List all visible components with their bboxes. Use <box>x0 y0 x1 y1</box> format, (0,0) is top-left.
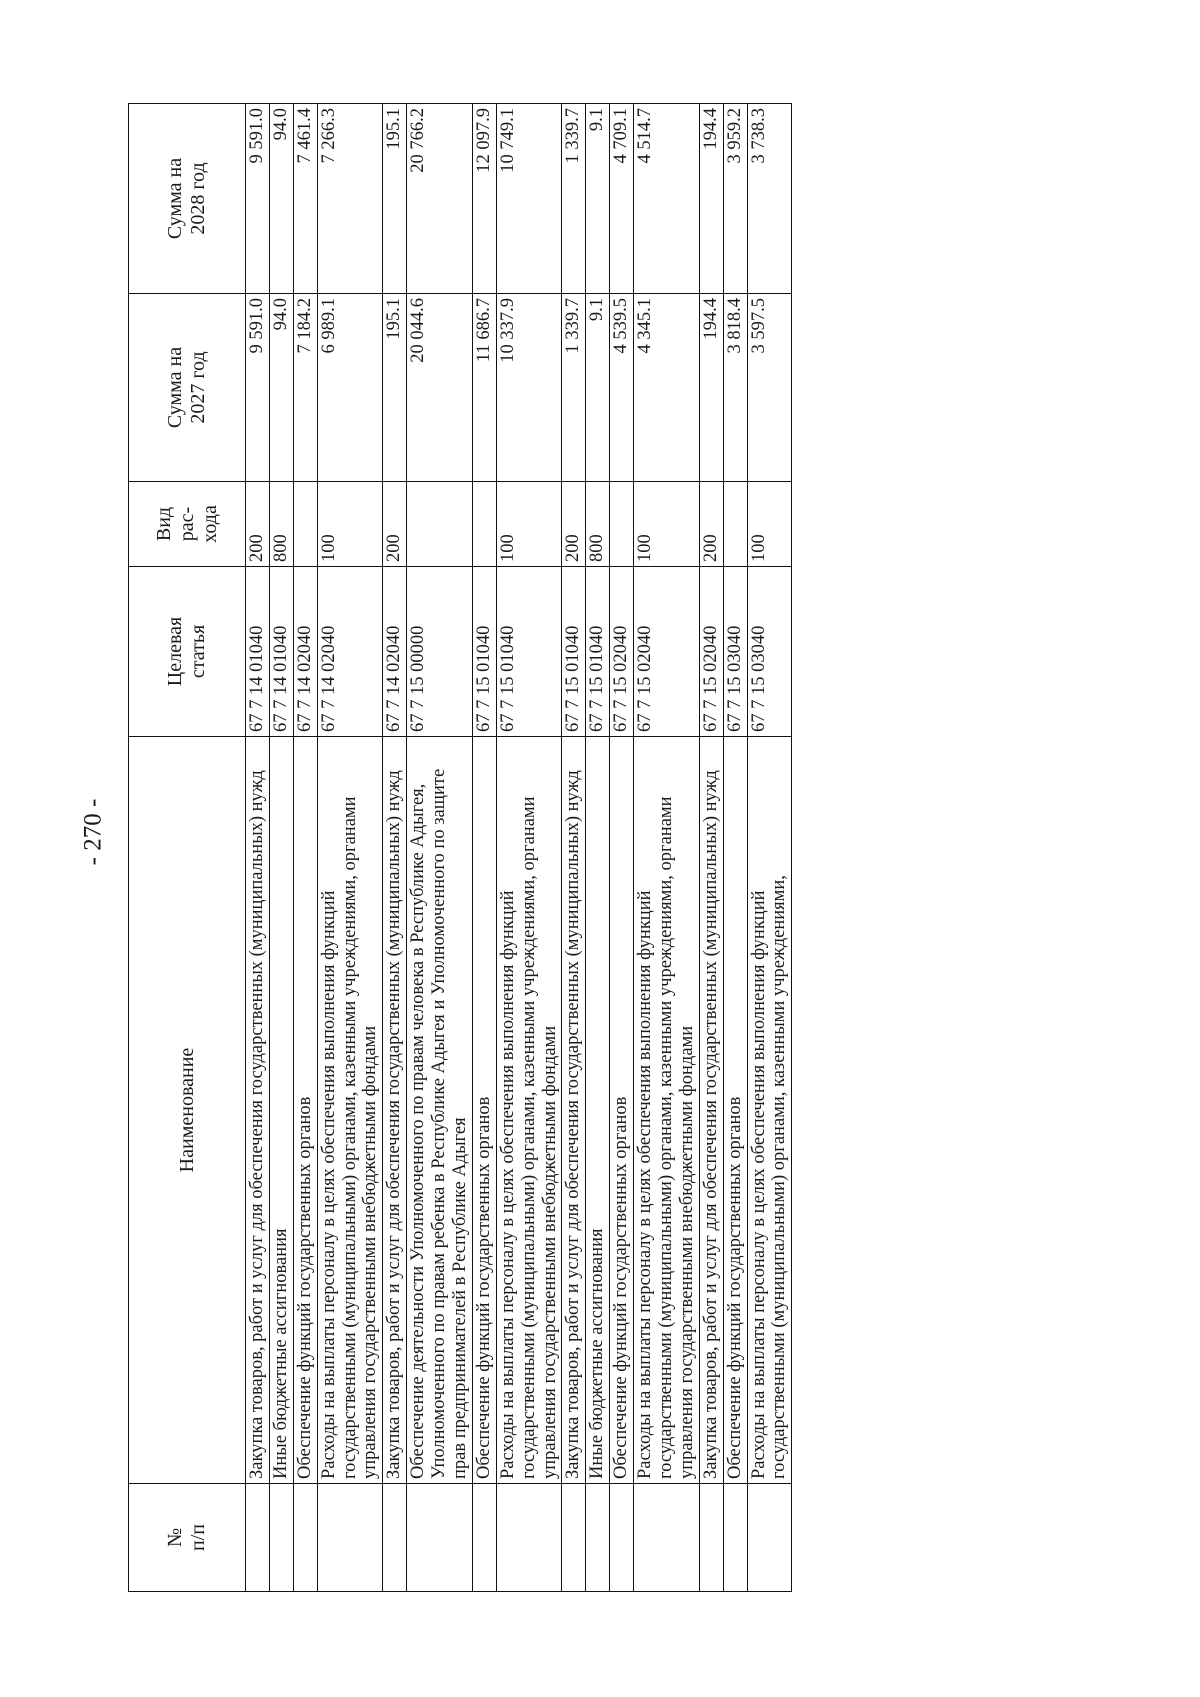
budget-table <box>128 103 792 1592</box>
header-expense-type: Вид рас- хода <box>129 482 246 567</box>
row-name: Закупка товаров, работ и услуг для обеспечения государственных (муниципальных) нужд <box>383 737 407 1484</box>
row-number <box>747 1484 792 1592</box>
row-target-article: 67 7 15 02040 <box>610 567 634 737</box>
row-sum-2027: 7 184.2 <box>293 294 317 482</box>
row-name: Закупка товаров, работ и услуг для обеспечения государственных (муниципальных) нужд <box>699 737 723 1484</box>
row-sum-2027: 195.1 <box>383 294 407 482</box>
row-number <box>407 1484 473 1592</box>
row-sum-2028: 10 749.1 <box>496 104 562 294</box>
row-name: Обеспечение функций государственных органов <box>293 737 317 1484</box>
row-sum-2028: 4 709.1 <box>610 104 634 294</box>
row-target-article: 67 7 15 00000 <box>407 567 473 737</box>
header-sum-2027: Сумма на 2027 год <box>129 294 246 482</box>
row-number <box>269 1484 293 1592</box>
row-expense-type: 100 <box>634 482 700 567</box>
row-sum-2028: 7 266.3 <box>317 104 383 294</box>
table-row <box>747 104 792 1592</box>
table-row <box>317 104 383 1592</box>
row-target-article: 67 7 15 02040 <box>699 567 723 737</box>
row-sum-2028: 94.0 <box>269 104 293 294</box>
row-expense-type <box>293 482 317 567</box>
row-number <box>472 1484 496 1592</box>
row-expense-type: 800 <box>586 482 610 567</box>
row-sum-2028: 7 461.4 <box>293 104 317 294</box>
row-target-article: 67 7 14 02040 <box>317 567 383 737</box>
row-expense-type: 100 <box>317 482 383 567</box>
row-target-article: 67 7 15 01040 <box>496 567 562 737</box>
row-number <box>699 1484 723 1592</box>
row-expense-type <box>610 482 634 567</box>
row-number <box>723 1484 747 1592</box>
row-target-article: 67 7 14 02040 <box>383 567 407 737</box>
row-expense-type: 200 <box>246 482 270 567</box>
row-expense-type <box>472 482 496 567</box>
row-expense-type: 800 <box>269 482 293 567</box>
table-row <box>723 104 747 1592</box>
row-name: Обеспечение функций государственных органов <box>610 737 634 1484</box>
row-sum-2028: 194.4 <box>699 104 723 294</box>
table-header-row <box>129 104 246 1592</box>
row-sum-2028: 20 766.2 <box>407 104 473 294</box>
row-sum-2028: 4 514.7 <box>634 104 700 294</box>
table-row <box>383 104 407 1592</box>
row-number <box>246 1484 270 1592</box>
row-target-article: 67 7 14 01040 <box>246 567 270 737</box>
row-sum-2028: 3 959.2 <box>723 104 747 294</box>
row-sum-2027: 9.1 <box>586 294 610 482</box>
table-row <box>634 104 700 1592</box>
table-row <box>293 104 317 1592</box>
table-body <box>246 104 792 1592</box>
table-row <box>496 104 562 1592</box>
row-number <box>293 1484 317 1592</box>
row-name: Расходы на выплаты персоналу в целях обеспечения выполнения функций государственными (муниципальными) органами, казенными учреждениями, органами управления государственными внебюджетными фондами <box>317 737 383 1484</box>
row-number <box>634 1484 700 1592</box>
row-target-article: 67 7 15 03040 <box>723 567 747 737</box>
table-row <box>472 104 496 1592</box>
table-row <box>586 104 610 1592</box>
row-sum-2027: 10 337.9 <box>496 294 562 482</box>
row-expense-type: 200 <box>699 482 723 567</box>
row-number <box>610 1484 634 1592</box>
row-sum-2027: 3 818.4 <box>723 294 747 482</box>
table-row <box>246 104 270 1592</box>
row-name: Расходы на выплаты персоналу в целях обеспечения выполнения функций государственными (муниципальными) органами, казенными учреждениями, органами управления государственными внебюджетными фондами <box>496 737 562 1484</box>
table-row <box>269 104 293 1592</box>
row-sum-2027: 1 339.7 <box>562 294 586 482</box>
row-sum-2028: 12 097.9 <box>472 104 496 294</box>
row-name: Закупка товаров, работ и услуг для обеспечения государственных (муниципальных) нужд <box>562 737 586 1484</box>
header-name: Наименование <box>129 737 246 1484</box>
row-number <box>496 1484 562 1592</box>
row-name: Иные бюджетные ассигнования <box>269 737 293 1484</box>
page-number: - 270 - <box>79 798 107 866</box>
row-sum-2027: 194.4 <box>699 294 723 482</box>
row-sum-2027: 9 591.0 <box>246 294 270 482</box>
table-row <box>562 104 586 1592</box>
table-row <box>407 104 473 1592</box>
row-expense-type <box>723 482 747 567</box>
row-target-article: 67 7 15 01040 <box>472 567 496 737</box>
row-name: Иные бюджетные ассигнования <box>586 737 610 1484</box>
row-number <box>562 1484 586 1592</box>
row-number <box>586 1484 610 1592</box>
row-name: Обеспечение деятельности Уполномоченного по правам человека в Республике Адыгея, Уполномоченного по правам ребенка в Республике Адыгея и Уполномоченного по защите прав предпринимателей в Республике Адыгея <box>407 737 473 1484</box>
row-name: Закупка товаров, работ и услуг для обеспечения государственных (муниципальных) нужд <box>246 737 270 1484</box>
row-sum-2027: 4 539.5 <box>610 294 634 482</box>
row-name: Обеспечение функций государственных органов <box>723 737 747 1484</box>
row-sum-2027: 94.0 <box>269 294 293 482</box>
row-sum-2027: 6 989.1 <box>317 294 383 482</box>
row-target-article: 67 7 14 02040 <box>293 567 317 737</box>
header-target-article: Целевая статья <box>129 567 246 737</box>
row-target-article: 67 7 15 01040 <box>586 567 610 737</box>
row-target-article: 67 7 15 01040 <box>562 567 586 737</box>
row-sum-2028: 1 339.7 <box>562 104 586 294</box>
row-sum-2027: 4 345.1 <box>634 294 700 482</box>
row-expense-type: 200 <box>562 482 586 567</box>
table-row <box>699 104 723 1592</box>
row-expense-type <box>407 482 473 567</box>
row-sum-2027: 20 044.6 <box>407 294 473 482</box>
row-sum-2028: 9.1 <box>586 104 610 294</box>
row-target-article: 67 7 15 02040 <box>634 567 700 737</box>
row-name: Расходы на выплаты персоналу в целях обеспечения выполнения функций государственными (муниципальными) органами, казенными учреждениями, органами управления государственными внебюджетными фондами <box>634 737 700 1484</box>
row-sum-2027: 3 597.5 <box>747 294 792 482</box>
header-sum-2028: Сумма на 2028 год <box>129 104 246 294</box>
row-sum-2027: 11 686.7 <box>472 294 496 482</box>
header-number: № п/п <box>129 1484 246 1592</box>
row-name: Обеспечение функций государственных органов <box>472 737 496 1484</box>
row-number <box>317 1484 383 1592</box>
row-expense-type: 100 <box>747 482 792 567</box>
table-row <box>610 104 634 1592</box>
row-number <box>383 1484 407 1592</box>
row-expense-type: 100 <box>496 482 562 567</box>
row-target-article: 67 7 14 01040 <box>269 567 293 737</box>
rotated-table-wrapper <box>128 104 1064 1592</box>
row-sum-2028: 195.1 <box>383 104 407 294</box>
row-name: Расходы на выплаты персоналу в целях обеспечения выполнения функций государственными (муниципальными) органами, казенными учреждениями, <box>747 737 792 1484</box>
row-sum-2028: 3 738.3 <box>747 104 792 294</box>
row-target-article: 67 7 15 03040 <box>747 567 792 737</box>
row-sum-2028: 9 591.0 <box>246 104 270 294</box>
row-expense-type: 200 <box>383 482 407 567</box>
